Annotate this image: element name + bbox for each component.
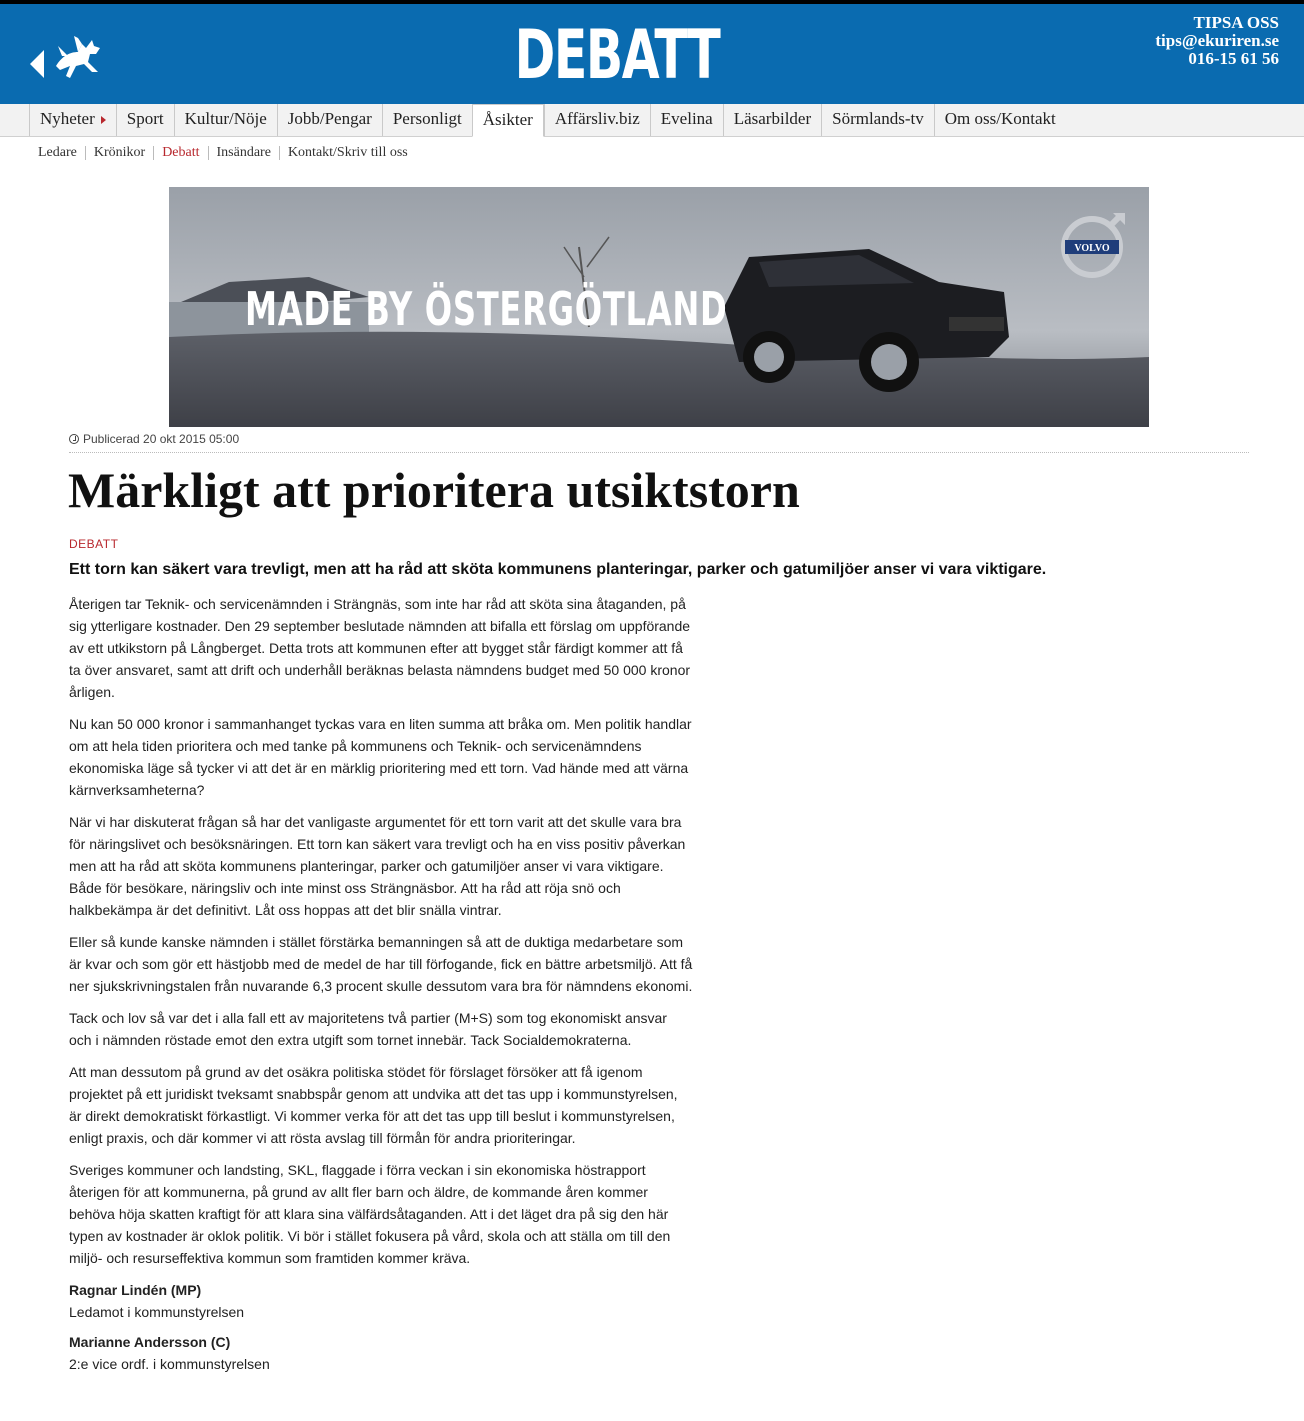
volvo-brand-text: VOLVO [1074, 243, 1110, 254]
nav-item-label: Affärsliv.biz [554, 109, 640, 128]
main-nav [0, 104, 1304, 137]
subnav-item-kontakt[interactable]: Kontakt/Skriv till oss [279, 146, 416, 160]
article-paragraph: Tack och lov så var det i alla fall ett av majoritetens två partier (M+S) som tog ekonomiskt ansvar och i nämnden röstade emot den extra utgift som tornet innebär. Tack Socialdemokraterna. [69, 1010, 667, 1048]
nav-item-label: Nyheter [40, 109, 95, 128]
article-paragraph: Sveriges kommuner och landsting, SKL, flaggade i förra veckan i sin ekonomiska höstrapport återigen för att kommunerna, på grund av allt fler barn och äldre, de kommande åren kommer behöva höja skatten kraftigt för att klara sina välfärdsåtaganden. Att i det läget dra på sig den här typen av kostnader är oklok politik. Vi bör i stället fokusera på vård, skola och att ställa om till den miljö- och resurseffektiva kommun som framtiden kommer kräva. [69, 1162, 671, 1266]
horse-logo-icon[interactable] [48, 26, 108, 86]
section-title: DEBATT [514, 16, 720, 95]
article-paragraph: Eller så kunde kanske nämnden i stället förstärka bemanningen så att de duktiga medarbetare som är kvar och som gör ett hästjobb med de medel de har till förfogande, fick en bättre arbetsmiljö. Att få ner sjukskrivningstalen från nuvarande 6,3 procent skulle dessutom vara bra för nämndens ekonomi. [69, 934, 693, 994]
nav-item-label: Personligt [392, 109, 462, 128]
clock-icon [69, 434, 79, 444]
article-lead: Ett torn kan säkert vara trevligt, men att ha råd att sköta kommunens planteringar, parker och gatumiljöer anser vi vara viktigare. [69, 561, 1047, 578]
divider [69, 452, 1249, 453]
signature-name: Marianne Andersson (C) [69, 1334, 231, 1350]
nav-item-nyheter[interactable] [29, 104, 116, 136]
nav-item-label: Läsarbilder [733, 109, 812, 128]
nav-item-label: Evelina [660, 109, 713, 128]
nav-item-om-oss[interactable] [934, 104, 1066, 136]
subnav-item-insandare[interactable]: Insändare [208, 146, 279, 160]
nav-item-affarsliv[interactable] [544, 104, 650, 136]
nav-item-personligt[interactable] [382, 104, 472, 136]
signature-name: Ragnar Lindén (MP) [69, 1282, 202, 1298]
nav-item-label: Sport [126, 109, 164, 128]
nav-item-lasarbilder[interactable] [723, 104, 821, 136]
article-paragraph: Att man dessutom på grund av det osäkra politiska stödet för förslaget försöker att få igenom projektet på ett juridiskt tveksamt snabbspår genom att undvika att det tas upp i kommunstyrelsen, är direkt demokratiskt förkastligt. Vi kommer verka för att det tas upp till beslut i kommunstyrelsen, enligt praxis, och där kommer vi att rösta avslag till förmån för andra prioriteringar. [69, 1064, 678, 1146]
article-title: Märkligt att prioritera utsiktstorn [68, 462, 800, 518]
article-paragraph: När vi har diskuterat frågan så har det vanligaste argumentet för ett torn varit att det skulle vara bra för näringslivet och besöksnäringen. Ett torn kan säkert vara trevligt och ha en viss positiv påverkan men att ha råd att sköta kommunens planteringar, parker och gatumiljöer anser vi vara viktigare. Både för besökare, näringsliv och inte minst oss Strängnäsbor. Att ha råd att röja snö och halkbekämpa är det definitivt. Låt oss hoppas att det blir snälla vintrar. [69, 814, 686, 918]
article-paragraph: Nu kan 50 000 kronor i sammanhanget tyckas vara en liten summa att bråka om. Men politik handlar om att hela tiden prioritera och med tanke på kommunens och Teknik- och servicenämndens ekonomiska läge så tycker vi att det är en märklig prioritering med ett torn. Vad hände med att värna kärnverksamheterna? [69, 716, 692, 798]
tips-title[interactable]: TIPSA OSS [1193, 13, 1279, 32]
nav-item-sport[interactable] [116, 104, 174, 136]
ad-headline: MADE BY ÖSTERGÖTLAND [245, 282, 728, 336]
volvo-logo-icon [1057, 209, 1127, 279]
nav-item-evelina[interactable] [650, 104, 723, 136]
subnav-item-debatt[interactable]: Debatt [153, 146, 207, 160]
nav-item-label: Sörmlands-tv [832, 109, 924, 128]
signature-role: Ledamot i kommunstyrelsen [69, 1304, 245, 1320]
nav-item-asikter[interactable] [472, 104, 544, 137]
subnav-item-kronikor[interactable]: Krönikor [85, 146, 153, 160]
article-body [69, 593, 693, 1383]
nav-item-label: Åsikter [482, 110, 533, 129]
ad-banner[interactable] [169, 187, 1149, 427]
article-category[interactable]: DEBATT [69, 537, 119, 551]
sub-nav [30, 142, 416, 164]
nav-caret-icon[interactable] [101, 116, 106, 124]
signature [69, 1331, 693, 1375]
nav-item-label: Jobb/Pengar [287, 109, 372, 128]
published-date [69, 432, 239, 446]
signature [69, 1279, 693, 1323]
nav-item-kultur[interactable] [174, 104, 277, 136]
nav-item-label: Kultur/Nöje [184, 109, 267, 128]
subnav-item-ledare[interactable]: Ledare [38, 145, 77, 160]
site-header [0, 4, 1304, 104]
tips-email[interactable]: tips@ekuriren.se [1155, 31, 1279, 50]
tips-box[interactable] [1155, 14, 1279, 68]
nav-item-jobb[interactable] [277, 104, 382, 136]
tips-phone: 016-15 61 56 [1188, 49, 1279, 68]
nav-item-sormlands-tv[interactable] [821, 104, 934, 136]
signature-role: 2:e vice ordf. i kommunstyrelsen [69, 1356, 270, 1372]
article-paragraph: Återigen tar Teknik- och servicenämnden i Strängnäs, som inte har råd att sköta sina åtaganden, på sig ytterligare kostnader. Den 29 september beslutade nämnden att bifalla ett förslag om uppförande av ett utkikstorn på Långberget. Detta trots att kommunen efter att bygget står färdigt kommer att få ta över ansvaret, samt att drift och underhåll beräknas belasta nämndens budget med 50 000 kronor årligen. [69, 596, 691, 700]
nav-item-label: Om oss/Kontakt [944, 109, 1056, 128]
published-text: Publicerad 20 okt 2015 05:00 [83, 432, 240, 446]
back-arrow-icon[interactable] [30, 50, 44, 78]
